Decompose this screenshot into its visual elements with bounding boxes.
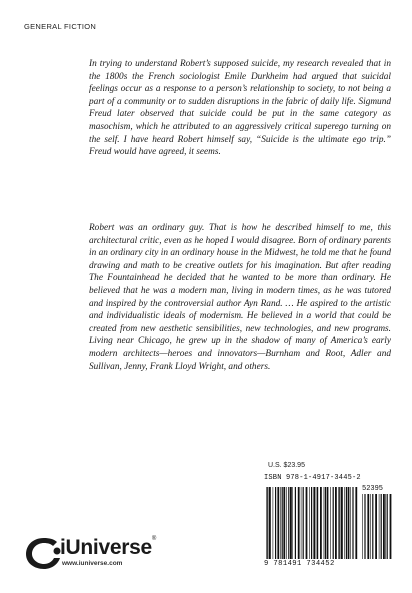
barcode-bar	[303, 487, 304, 559]
barcode-bar	[282, 487, 283, 559]
barcode-bar	[266, 487, 267, 559]
isbn-barcode	[262, 474, 394, 574]
ean-number: 9 781491 734452	[264, 560, 335, 568]
barcode-bar	[275, 487, 276, 559]
price-label: U.S. $23.95	[268, 462, 305, 469]
publisher-name-text: iUniverse	[60, 536, 152, 559]
barcode-bar	[283, 487, 285, 559]
barcode-bar	[348, 487, 350, 559]
blurb-paragraph-1: In trying to understand Robert’s supposed suicide, my research revealed that in the 1800s the French sociologist Emile Durkheim had argued that suicidal feelings occur as a response to a person’s relationship to society, to not being a part of a community or to sudden disruptions in the fabric of daily life. Sigmund Freud later observed that suicide could be put in the same category as masochism, which he attributed to an aggressively critical superego turning on the self. I have heard Robert himself say, “Suicide is the ultimate ego trip.” Freud would have agreed, it seems.	[89, 59, 391, 158]
barcode-bar	[330, 487, 331, 559]
barcode-bar	[339, 487, 340, 559]
barcode-bar	[375, 494, 377, 559]
barcode-bar	[288, 487, 289, 559]
barcode-bar	[316, 487, 317, 559]
isbn-text: ISBN 978-1-4917-3445-2	[264, 474, 361, 482]
barcode-bar	[267, 487, 268, 559]
barcode-bar	[327, 487, 329, 559]
barcode-bar	[269, 487, 271, 559]
barcode-bar	[333, 487, 334, 559]
barcode-bar	[290, 487, 292, 559]
publisher-logo	[24, 534, 184, 574]
barcode-bar	[372, 494, 373, 559]
barcode-bar	[309, 487, 310, 559]
barcode-bar	[341, 487, 343, 559]
barcode-bar	[390, 494, 392, 559]
barcode-bar	[311, 487, 312, 559]
barcode-bar	[292, 487, 293, 559]
blurb-paragraph-2: Robert was an ordinary guy. That is how he described himself to me, this architectural critic, even as he hoped I would disagree. Born of ordinary parents in an ordinary city in an ordinary house in the Midwest, he told me that he found drawing and math to be creative outlets for his imagination. But after reading The Fountainhead he decided that he wanted to be more than ordinary. He believed that he was a modern man, living in modern times, as he was tutored and inspired by the controversial author Ayn Rand. … He aspired to the artistic and individualistic ideals of modernism. He believed in a world that could be created from new aesthetic sensibilities, new technologies, and new programs. Living near Chicago, he grew up in the shadow of many of America’s early modern architects—heroes and innovators—Burnham and Root, Adler and Sullivan, Jenny, Frank Lloyd Wright, and others.	[89, 223, 391, 372]
barcode-bars-icon	[266, 487, 358, 559]
barcode-bar	[313, 487, 315, 559]
publisher-url: www.iuniverse.com	[62, 560, 123, 567]
barcode-bar	[379, 494, 380, 559]
barcode-bar	[286, 487, 287, 559]
barcode-addon-bars-icon	[362, 494, 392, 559]
barcode-bar	[280, 487, 281, 559]
barcode-bar	[298, 487, 300, 559]
barcode-bar	[320, 487, 322, 559]
publisher-name	[60, 536, 156, 560]
barcode-bar	[385, 494, 386, 559]
barcode-bar	[306, 487, 308, 559]
barcode-bar	[367, 494, 369, 559]
barcode-bar	[344, 487, 345, 559]
barcode-bar	[350, 487, 351, 559]
barcode-bar	[355, 487, 357, 559]
barcode-bar	[273, 487, 274, 559]
barcode-bar	[346, 487, 347, 559]
barcode-bar	[277, 487, 279, 559]
barcode-bar	[362, 494, 363, 559]
barcode-bar	[381, 494, 382, 559]
genre-label: GENERAL FICTION	[24, 22, 97, 31]
barcode-bar	[364, 494, 365, 559]
barcode-bar	[324, 487, 325, 559]
barcode-bar	[325, 487, 326, 559]
barcode-bar	[352, 487, 353, 559]
barcode-bar	[387, 494, 388, 559]
barcode-bar	[383, 494, 385, 559]
trademark-symbol: ®	[151, 536, 156, 542]
barcode-bar	[301, 487, 302, 559]
barcode-addon-number: 52395	[362, 485, 384, 493]
barcode-bar	[338, 487, 339, 559]
barcode-bar	[295, 487, 296, 559]
barcode-bar	[317, 487, 318, 559]
swoosh-logo-icon	[24, 534, 64, 572]
barcode-bar	[335, 487, 337, 559]
barcode-bar	[370, 494, 371, 559]
